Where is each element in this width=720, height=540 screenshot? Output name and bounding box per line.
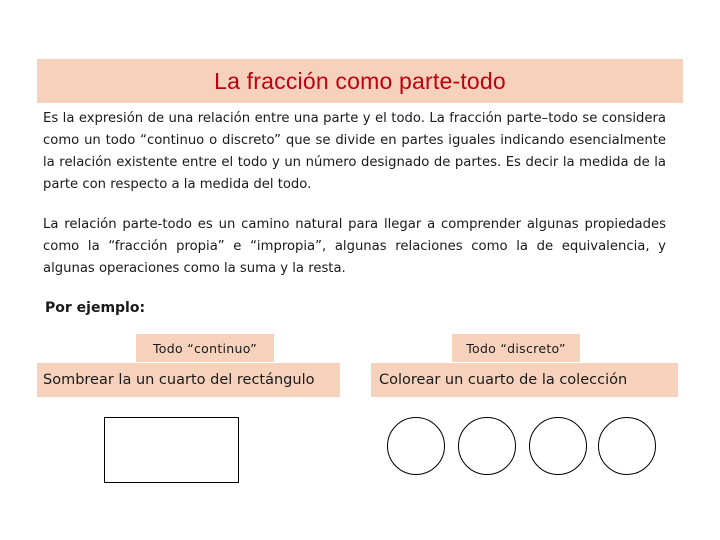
collection-circle[interactable] bbox=[598, 417, 656, 475]
properties-paragraph: La relación parte-todo es un camino natural para llegar a comprender algunas propiedades como la “fracción propia” e “impropia”, algunas relaciones como la de equivalencia, y algunas operaciones como la suma y la resta. bbox=[43, 217, 666, 276]
collection-circle[interactable] bbox=[458, 417, 516, 475]
collection-circle[interactable] bbox=[387, 417, 445, 475]
shade-rectangle-instruction: Sombrear la un cuarto del rectángulo bbox=[37, 363, 340, 397]
collection-circle[interactable] bbox=[529, 417, 587, 475]
definition-paragraph: Es la expresión de una relación entre una parte y el todo. La fracción parte–todo se considera como un todo “continuo o discreto” que se divide en partes iguales indicando esencialmente la relación existente entre el todo y un número designado de partes. Es decir la medida de la parte con respecto a la medida del todo. bbox=[43, 111, 666, 192]
discrete-whole-tag: Todo “discreto” bbox=[452, 334, 580, 362]
color-collection-instruction: Colorear un cuarto de la colección bbox=[371, 363, 678, 397]
page-title: La fracción como parte-todo bbox=[214, 67, 506, 94]
continuous-whole-tag: Todo “continuo” bbox=[136, 334, 274, 362]
rectangle-shape[interactable] bbox=[104, 417, 239, 483]
title-bar bbox=[37, 59, 683, 103]
example-label: Por ejemplo: bbox=[45, 300, 146, 316]
